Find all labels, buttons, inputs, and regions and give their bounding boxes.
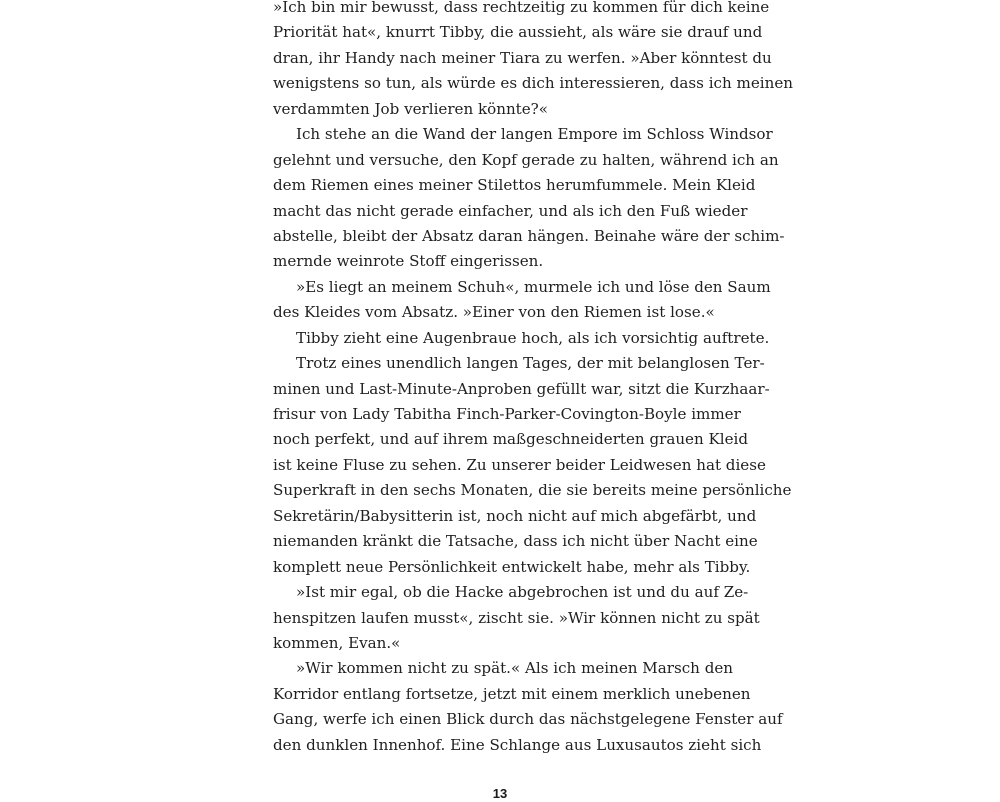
paragraph (273, 580, 760, 656)
paragraph (273, 122, 785, 275)
text-line: Superkraft in den sechs Monaten, die sie bereits meine persönliche (273, 481, 792, 500)
text-line: den dunklen Innenhof. Eine Schlange aus Luxusautos zieht sich (273, 735, 762, 754)
text-line: kommen, Evan.« (273, 633, 401, 652)
text-line: »Ist mir egal, ob die Hacke abgebrochen ist und du auf Ze- (296, 583, 749, 602)
text-line: des Kleides vom Absatz. »Einer von den Riemen ist lose.« (273, 303, 715, 322)
text-line: Priorität hat«, knurrt Tibby, die aussieht, als wäre sie drauf und (273, 23, 763, 42)
text-line: verdammten Job verlieren könnte?« (273, 99, 549, 118)
text-line: mernde weinrote Stoff eingerissen. (273, 252, 544, 271)
text-line: gelehnt und versuche, den Kopf gerade zu halten, während ich an (273, 150, 779, 169)
paragraph (273, 656, 783, 758)
text-line: komplett neue Persönlichkeit entwickelt habe, mehr als Tibby. (273, 557, 751, 576)
text-line: Sekretärin/Babysitterin ist, noch nicht auf mich abgefärbt, und (273, 506, 757, 525)
text-line: »Wir kommen nicht zu spät.« Als ich meinen Marsch den (296, 659, 734, 678)
text-line: Gang, werfe ich einen Blick durch das nächstgelegene Fenster auf (273, 710, 783, 729)
paragraph (273, 0, 793, 122)
text-line: Ich stehe an die Wand der langen Empore im Schloss Windsor (296, 125, 773, 144)
text-line: dem Riemen eines meiner Stilettos herumfummele. Mein Kleid (273, 176, 756, 195)
paragraph (273, 326, 770, 351)
text-line: macht das nicht gerade einfacher, und als ich den Fuß wieder (273, 201, 748, 220)
paragraph (273, 275, 771, 326)
text-line: dran, ihr Handy nach meiner Tiara zu werfen. »Aber könntest du (273, 48, 772, 67)
text-line: minen und Last-Minute-Anproben gefüllt war, sitzt die Kurzhaar- (273, 379, 770, 398)
text-line: abstelle, bleibt der Absatz daran hängen. Beinahe wäre der schim- (273, 226, 785, 245)
text-line: Trotz eines unendlich langen Tages, der mit belanglosen Ter- (296, 354, 765, 373)
text-line: niemanden kränkt die Tatsache, dass ich nicht über Nacht eine (273, 532, 758, 551)
text-line: Tibby zieht eine Augenbraue hoch, als ich vorsichtig auftrete. (296, 328, 770, 347)
text-line: »Es liegt an meinem Schuh«, murmele ich und löse den Saum (296, 277, 771, 296)
text-line: »Ich bin mir bewusst, dass rechtzeitig zu kommen für dich keine (273, 0, 770, 16)
text-line: henspitzen laufen musst«, zischt sie. »Wir können nicht zu spät (273, 608, 760, 627)
paragraph (273, 351, 792, 580)
page-number: 13 (492, 786, 508, 801)
body-text (273, 0, 793, 758)
text-line: frisur von Lady Tabitha Finch-Parker-Covington-Boyle immer (273, 405, 741, 423)
text-line: noch perfekt, und auf ihrem maßgeschneiderten grauen Kleid (273, 430, 749, 449)
text-line: wenigstens so tun, als würde es dich interessieren, dass ich meinen (273, 74, 793, 93)
text-line: Korridor entlang fortsetze, jetzt mit einem merklich unebenen (273, 684, 751, 703)
text-line: ist keine Fluse zu sehen. Zu unserer beider Leidwesen hat diese (273, 455, 766, 474)
